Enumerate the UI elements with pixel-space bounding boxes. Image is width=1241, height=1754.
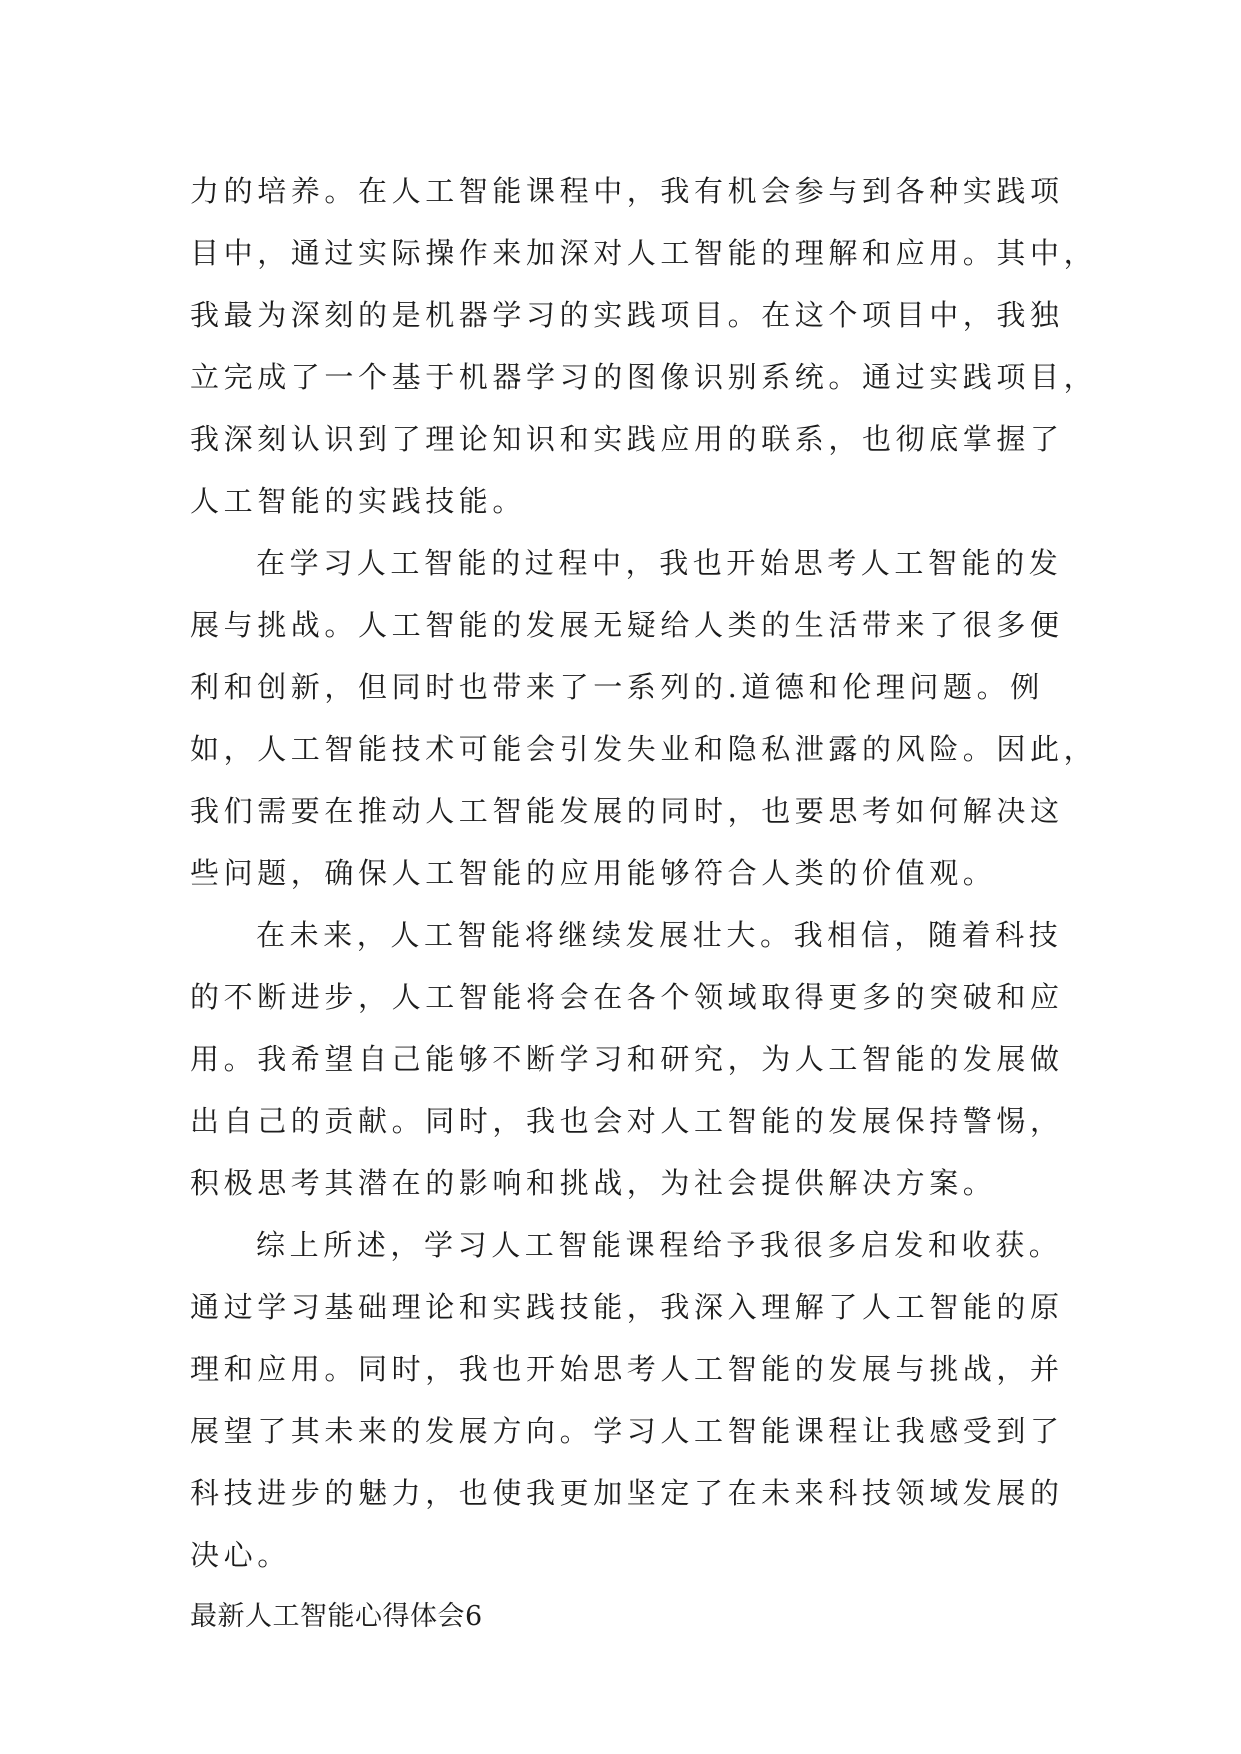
paragraph-line: 人工智能的实践技能。 xyxy=(190,484,527,518)
paragraph-challenges xyxy=(190,532,1098,904)
paragraph-first-line: 在学习人工智能的过程中，我也开始思考人工智能的发 xyxy=(256,546,1063,580)
paragraph-line: 的不断进步，人工智能将会在各个领域取得更多的突破和应 xyxy=(190,980,1064,1014)
paragraph-line: 决心。 xyxy=(190,1538,291,1572)
paragraph-line: 我们需要在推动人工智能发展的同时，也要思考如何解决这 xyxy=(190,794,1064,828)
paragraph-line: 立完成了一个基于机器学习的图像识别系统。通过实践项目， xyxy=(190,360,1098,394)
paragraph-line: 些问题，确保人工智能的应用能够符合人类的价值观。 xyxy=(190,856,997,890)
paragraph-line: 理和应用。同时，我也开始思考人工智能的发展与挑战，并 xyxy=(190,1352,1064,1386)
section-heading: 最新人工智能心得体会6 xyxy=(190,1601,483,1632)
paragraph-practice xyxy=(190,160,1098,532)
paragraph-line: 通过学习基础理论和实践技能，我深入理解了人工智能的原 xyxy=(190,1290,1064,1324)
paragraph-line: 我最为深刻的是机器学习的实践项目。在这个项目中，我独 xyxy=(190,298,1064,332)
paragraph-line: 我深刻认识到了理论知识和实践应用的联系，也彻底掌握了 xyxy=(190,422,1064,456)
paragraph-line: 利和创新，但同时也带来了一系列的.道德和伦理问题。例 xyxy=(190,670,1044,704)
paragraph-line: 展望了其未来的发展方向。学习人工智能课程让我感受到了 xyxy=(190,1414,1064,1448)
paragraph-line: 科技进步的魅力，也使我更加坚定了在未来科技领域发展的 xyxy=(190,1476,1064,1510)
paragraph-line: 力的培养。在人工智能课程中，我有机会参与到各种实践项 xyxy=(190,174,1064,208)
paragraph-line: 出自己的贡献。同时，我也会对人工智能的发展保持警惕， xyxy=(190,1104,1064,1138)
paragraph-future xyxy=(190,904,1064,1214)
document-body xyxy=(190,160,1098,1648)
paragraph-line: 积极思考其潜在的影响和挑战，为社会提供解决方案。 xyxy=(190,1166,997,1200)
paragraph-summary xyxy=(190,1214,1064,1586)
paragraph-line: 目中，通过实际操作来加深对人工智能的理解和应用。其中， xyxy=(190,236,1098,270)
paragraph-line: 用。我希望自己能够不断学习和研究，为人工智能的发展做 xyxy=(190,1042,1064,1076)
paragraph-first-line: 综上所述，学习人工智能课程给予我很多启发和收获。 xyxy=(256,1228,1063,1262)
paragraph-line: 展与挑战。人工智能的发展无疑给人类的生活带来了很多便 xyxy=(190,608,1064,642)
paragraph-first-line: 在未来，人工智能将继续发展壮大。我相信，随着科技 xyxy=(256,918,1063,952)
paragraph-line: 如，人工智能技术可能会引发失业和隐私泄露的风险。因此， xyxy=(190,732,1098,766)
